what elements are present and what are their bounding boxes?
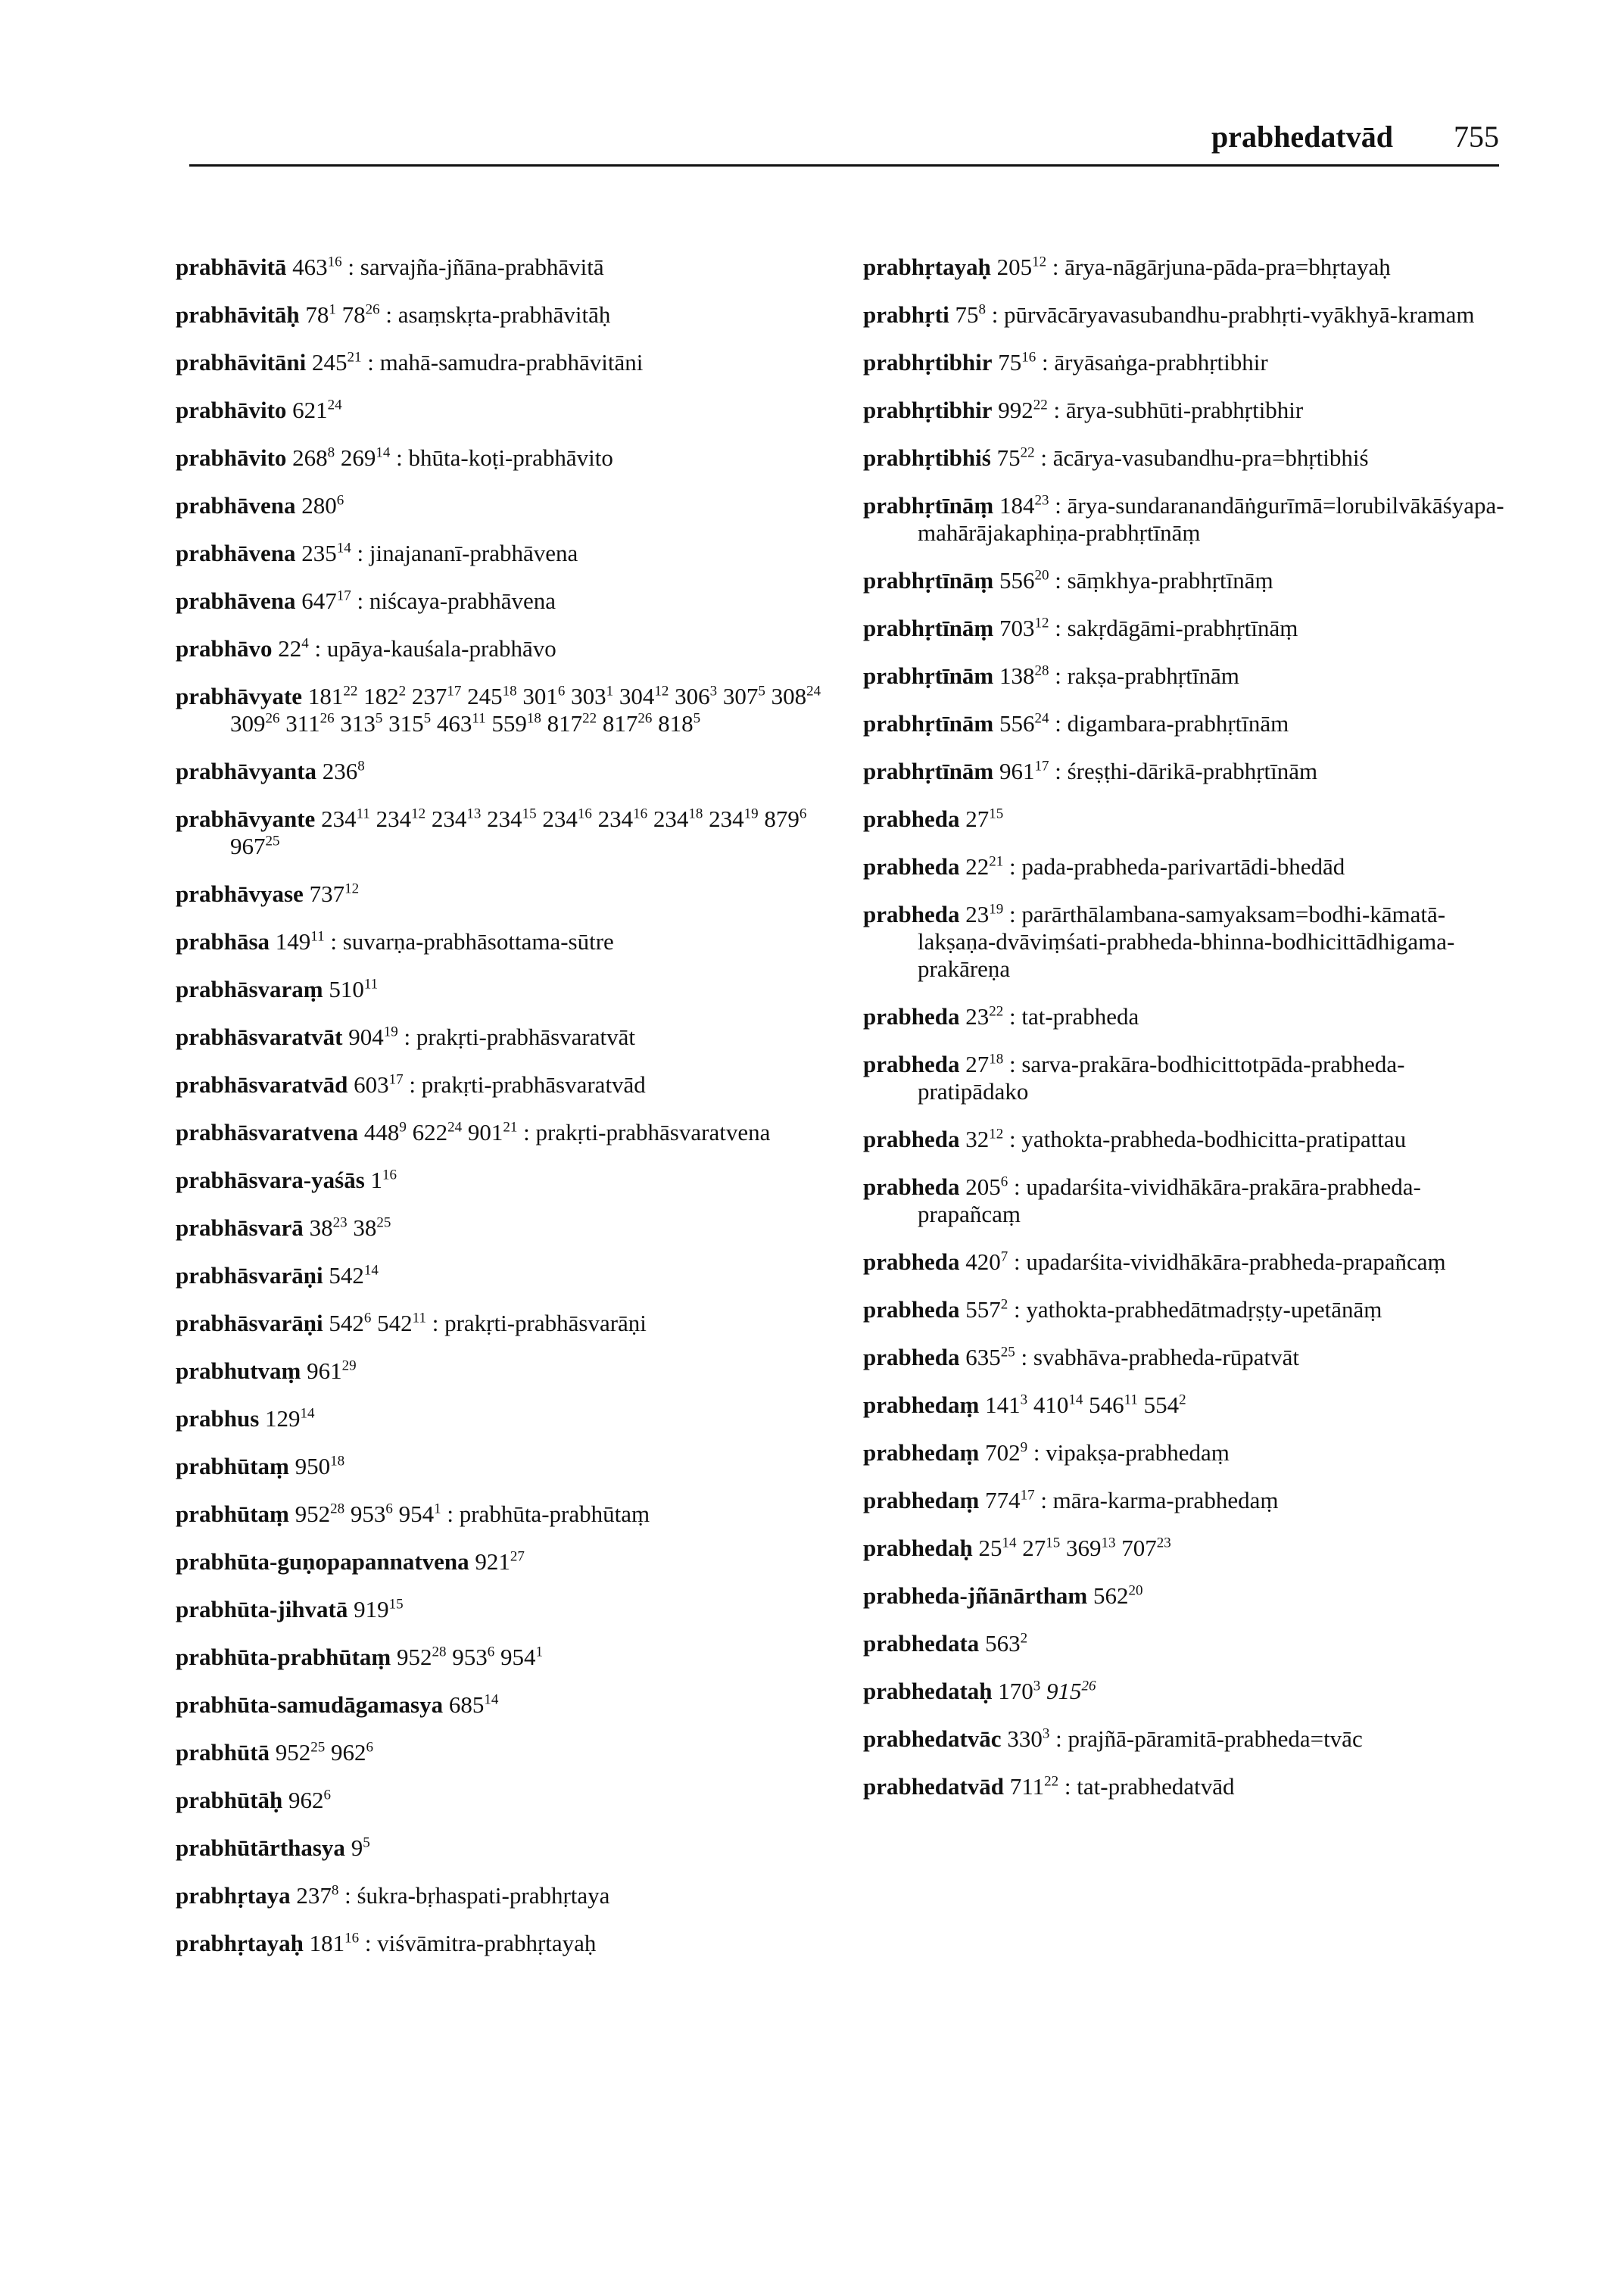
entry-headword: prabhedaṃ: [863, 1487, 980, 1513]
index-entry: [863, 853, 1514, 881]
index-entry: [176, 1882, 827, 1909]
entry-references: $774^{17}$: [979, 1487, 1035, 1513]
entry-description: : mahā-samudra-prabhāvitāni: [361, 349, 644, 376]
entry-description: : pūrvācāryavasubandhu-prabhṛti-vyākhyā-kramam: [985, 301, 1475, 328]
running-head-word: prabhedatvād: [1211, 120, 1393, 154]
entry-references: $711^{22}$: [1004, 1773, 1059, 1800]
entry-headword: prabhedatvāc: [863, 1725, 1002, 1752]
entry-references: $952^{28}$ $953^6$ $954^1$: [288, 1501, 441, 1527]
entry-references: $78^1$ $78^{26}$: [299, 301, 380, 328]
entry-references: $236^8$: [316, 758, 365, 784]
entry-references: $685^{14}$: [443, 1691, 499, 1718]
entry-headword: prabhṛtayaḥ: [176, 1930, 304, 1956]
index-entry: [863, 1051, 1514, 1105]
entry-description: : prakṛti-prabhāsvarāṇi: [425, 1310, 647, 1336]
entry-references: $129^{14}$: [259, 1405, 315, 1432]
entry-references: $448^9$ $622^{24}$ $901^{21}$: [358, 1119, 518, 1145]
entry-headword: prabhṛtīnām: [863, 662, 994, 689]
entry-references: $181^{16}$: [303, 1930, 360, 1956]
index-entry: [176, 1787, 827, 1814]
index-entry: [176, 1834, 827, 1862]
index-entry: [176, 758, 827, 785]
entry-headword: prabhāsvaratvena: [176, 1119, 359, 1145]
entry-headword: prabhāvyante: [176, 806, 316, 832]
entry-headword: prabhedaḥ: [863, 1535, 973, 1561]
entry-headword: prabhāvito: [176, 397, 287, 423]
entry-headword: prabhedata: [863, 1630, 980, 1657]
entry-description: : yathokta-prabhedātmadṛṣṭy-upetānāṃ: [1008, 1296, 1382, 1323]
entry-description: : sāṃkhya-prabhṛtīnāṃ: [1049, 567, 1273, 594]
entry-headword: prabhāsa: [176, 928, 270, 955]
entry-headword: prabhus: [176, 1405, 260, 1432]
entry-references: $149^{11}$: [270, 928, 325, 955]
entry-headword: prabhutvaṃ: [176, 1357, 301, 1384]
index-entry: [863, 662, 1514, 690]
index-entry: [176, 1691, 827, 1719]
index-entry: [176, 806, 827, 860]
entry-headword: prabhūtā: [176, 1739, 270, 1766]
entry-references: $205^{12}$: [990, 254, 1047, 280]
entry-references: $184^{23}$: [993, 492, 1049, 519]
index-entry: [176, 1548, 827, 1576]
entry-headword: prabhāvena: [176, 492, 296, 519]
entry-references: $25^{14}$ $27^{15}$ $369^{13}$ $707^{23}$: [972, 1535, 1171, 1561]
entry-references: $141^3$ $410^{14}$ $546^{11}$ $554^2$: [979, 1392, 1186, 1418]
index-entry: [176, 635, 827, 662]
entry-description: : prakṛti-prabhāsvaratvāt: [397, 1024, 636, 1050]
index-entry: [176, 1739, 827, 1766]
entry-headword: prabhṛtibhir: [863, 397, 993, 423]
index-entry: [176, 1357, 827, 1385]
entry-description: : sarva-prakāra-bodhicittotpāda-prabheda-pratipādako: [918, 1051, 1405, 1105]
entry-references: $921^{27}$: [469, 1548, 525, 1575]
index-entry: [863, 1773, 1514, 1800]
entry-headword: prabhāvena: [176, 540, 296, 566]
entry-headword: prabhāvyate: [176, 683, 303, 709]
entry-headword: prabhāsvaratvāt: [176, 1024, 343, 1050]
entry-references: $952^{25}$ $962^6$: [270, 1739, 374, 1766]
index-entry: [176, 1644, 827, 1671]
entry-references: $32^{12}$: [959, 1126, 1004, 1152]
entry-references: $234^{11}$ $234^{12}$ $234^{13}$ $234^{15}$ $234^{16}$ $234^{16}$ $234^{18}$ $234^{19}$ $879^6$ $967^{25}$: [230, 806, 807, 859]
entry-description: : niścaya-prabhāvena: [351, 588, 556, 614]
entry-headword: prabheda: [863, 1344, 960, 1370]
entry-headword: prabhāsvaratvād: [176, 1071, 348, 1098]
entry-references: $992^{22}$: [992, 397, 1048, 423]
entry-references: $181^{22}$ $182^2$ $237^{17}$ $245^{18}$ $301^6$ $303^1$ $304^{12}$ $306^3$ $307^5$ $308^{24}$ $309^{26}$ $311^{26}$ $313^5$ $315^5$ $463^{11}$ $559^{18}$ $817^{22}$ $817^{26}$ $818^5$: [230, 683, 821, 737]
entry-headword: prabhūtāḥ: [176, 1787, 283, 1813]
index-entry: [863, 1535, 1514, 1562]
left-column: [176, 254, 827, 1978]
index-entry: [863, 806, 1514, 833]
entry-headword: prabhāsvaraṃ: [176, 976, 323, 1002]
entry-description: : upadarśita-vividhākāra-prabheda-prapañcaṃ: [1008, 1248, 1446, 1275]
entry-references: $75^8$: [949, 301, 986, 328]
entry-description: : prakṛti-prabhāsvaratvād: [403, 1071, 646, 1098]
entry-references: $38^{23}$ $38^{25}$: [303, 1214, 391, 1241]
entry-description: : digambara-prabhṛtīnām: [1049, 710, 1289, 737]
index-entry: [176, 1930, 827, 1957]
index-entry: [863, 710, 1514, 737]
entry-references: $330^3$: [1001, 1725, 1050, 1752]
entry-headword: prabheda: [863, 1051, 960, 1077]
index-entry: [863, 567, 1514, 594]
entry-references: $420^7$: [959, 1248, 1008, 1275]
entry-references: $27^{15}$: [959, 806, 1004, 832]
index-entry: [863, 1439, 1514, 1466]
entry-headword: prabhṛtayaḥ: [863, 254, 991, 280]
entry-headword: prabhṛtaya: [176, 1882, 291, 1909]
index-entry: [863, 301, 1514, 329]
entry-headword: prabhūtaṃ: [176, 1501, 289, 1527]
index-entry: [863, 901, 1514, 983]
entry-headword: prabheda: [863, 1248, 960, 1275]
index-entry: [176, 1262, 827, 1289]
entry-references: $556^{20}$: [993, 567, 1049, 594]
entry-references: $75^{16}$: [992, 349, 1036, 376]
entry-headword: prabhūta-jihvatā: [176, 1596, 348, 1622]
entry-headword: prabhūta-prabhūtaṃ: [176, 1644, 391, 1670]
entry-headword: prabhedatvād: [863, 1773, 1005, 1800]
index-entry: [863, 615, 1514, 642]
index-entry: [176, 397, 827, 424]
index-entry: [863, 1392, 1514, 1419]
entry-description: : upāya-kauśala-prabhāvo: [308, 635, 556, 662]
entry-headword: prabhedaṃ: [863, 1439, 980, 1466]
entry-description: : upadarśita-vividhākāra-prakāra-prabheda-prapañcaṃ: [918, 1173, 1421, 1227]
entry-description: : prakṛti-prabhāsvaratvena: [517, 1119, 771, 1145]
entry-description: : śukra-bṛhaspati-prabhṛtaya: [338, 1882, 610, 1909]
index-entry: [863, 444, 1514, 472]
entry-headword: prabhṛtibhiś: [863, 444, 991, 471]
entry-description: : tat-prabheda: [1003, 1003, 1139, 1030]
entry-references: $542^{14}$: [323, 1262, 379, 1289]
entry-references: $952^{28}$ $953^6$ $954^1$: [391, 1644, 543, 1670]
entry-references: $556^{24}$: [993, 710, 1049, 737]
index-entry: [863, 1582, 1514, 1610]
entry-headword: prabheda: [863, 1003, 960, 1030]
entry-headword: prabhāvitāḥ: [176, 301, 300, 328]
index-entry: [176, 683, 827, 737]
entry-references: $463^{16}$: [286, 254, 342, 280]
entry-references: $510^{11}$: [323, 976, 379, 1002]
entry-headword: prabheda: [863, 1296, 960, 1323]
entry-headword: prabhūta-samudāgamasya: [176, 1691, 444, 1718]
entry-headword: prabheda: [863, 1126, 960, 1152]
index-entry: [863, 349, 1514, 376]
entry-description: : ārya-subhūti-prabhṛtibhir: [1047, 397, 1304, 423]
index-entry: [176, 881, 827, 908]
index-entry: [176, 1453, 827, 1480]
index-entry: [176, 1024, 827, 1051]
entry-references: $235^{14}$: [295, 540, 351, 566]
entry-description: : ācārya-vasubandhu-pra=bhṛtibhiś: [1034, 444, 1369, 471]
entry-description: : asaṃskṛta-prabhāvitāḥ: [379, 301, 611, 328]
index-entry: [863, 492, 1514, 547]
entry-headword: prabhedataḥ: [863, 1678, 993, 1704]
entry-headword: prabhāvitāni: [176, 349, 307, 376]
entry-headword: prabheda-jñānārtham: [863, 1582, 1088, 1609]
entry-references: $962^6$: [282, 1787, 332, 1813]
entry-references: $75^{22}$: [990, 444, 1035, 471]
entry-headword: prabhṛtīnāṃ: [863, 615, 994, 641]
index-entry: [176, 1596, 827, 1623]
entry-references: $1^{16}$: [364, 1167, 397, 1193]
index-entry: [863, 397, 1514, 424]
index-entry: [863, 254, 1514, 281]
entry-references: $23^{19}$: [959, 901, 1004, 927]
entry-description: : māra-karma-prabhedaṃ: [1034, 1487, 1279, 1513]
entry-references: $961^{29}$: [301, 1357, 357, 1384]
entry-references: $170^3$ $915^{26}$: [992, 1678, 1096, 1704]
entry-references: $702^9$: [979, 1439, 1028, 1466]
entry-headword: prabhāvitā: [176, 254, 287, 280]
entry-references: $27^{18}$: [959, 1051, 1004, 1077]
entry-references: $950^{18}$: [288, 1453, 345, 1479]
entry-description: : jinajananī-prabhāvena: [351, 540, 578, 566]
entry-description: : vipakṣa-prabhedaṃ: [1027, 1439, 1230, 1466]
entry-references: $237^8$: [290, 1882, 339, 1909]
entry-references: $603^{17}$: [348, 1071, 404, 1098]
entry-headword: prabhṛtīnām: [863, 710, 994, 737]
index-entry: [176, 976, 827, 1003]
entry-headword: prabhāvena: [176, 588, 296, 614]
entry-headword: prabheda: [863, 1173, 960, 1200]
index-entry: [176, 588, 827, 615]
entry-headword: prabhāvyanta: [176, 758, 317, 784]
index-entry: [176, 1119, 827, 1146]
index-entry: [176, 492, 827, 519]
entry-headword: prabhedaṃ: [863, 1392, 980, 1418]
entry-description: : prabhūta-prabhūtaṃ: [441, 1501, 650, 1527]
entry-references: $205^6$: [959, 1173, 1008, 1200]
entry-headword: prabhṛtīnāṃ: [863, 567, 994, 594]
entry-headword: prabhāvo: [176, 635, 273, 662]
entry-description: : tat-prabhedatvād: [1058, 1773, 1235, 1800]
entry-references: $22^4$: [272, 635, 309, 662]
entry-references: $621^{24}$: [286, 397, 342, 423]
entry-references: $22^{21}$: [959, 853, 1004, 880]
index-entry: [176, 540, 827, 567]
entry-references: $961^{17}$: [993, 758, 1049, 784]
index-entry: [863, 1003, 1514, 1030]
index-entry: [176, 1310, 827, 1337]
entry-description: : śreṣṭhi-dārikā-prabhṛtīnām: [1049, 758, 1318, 784]
index-entry: [863, 1725, 1514, 1753]
index-entry: [176, 928, 827, 955]
index-entry: [176, 1214, 827, 1242]
entry-references: $23^{22}$: [959, 1003, 1004, 1030]
index-entry: [863, 1173, 1514, 1228]
entry-description: : sakṛdāgāmi-prabhṛtīnāṃ: [1049, 615, 1298, 641]
index-entry: [863, 1344, 1514, 1371]
entry-headword: prabhāsvarā: [176, 1214, 304, 1241]
page-header: [189, 114, 1499, 167]
index-entry: [176, 1071, 827, 1099]
entry-references: $635^{25}$: [959, 1344, 1015, 1370]
entry-references: $542^6$ $542^{11}$: [323, 1310, 426, 1336]
entry-references: $268^8$ $269^{14}$: [286, 444, 391, 471]
entry-description: : prajñā-pāramitā-prabheda=tvāc: [1049, 1725, 1363, 1752]
index-entry: [863, 1678, 1514, 1705]
entry-headword: prabhāsvarāṇi: [176, 1262, 323, 1289]
index-entry: [176, 444, 827, 472]
entry-headword: prabhūtaṃ: [176, 1453, 289, 1479]
entry-description: : yathokta-prabheda-bodhicitta-pratipattau: [1003, 1126, 1407, 1152]
entry-description: : ārya-nāgārjuna-pāda-pra=bhṛtayaḥ: [1046, 254, 1391, 280]
entry-description: : pada-prabheda-parivartādi-bhedād: [1003, 853, 1345, 880]
entry-headword: prabhṛti: [863, 301, 949, 328]
entry-headword: prabheda: [863, 901, 960, 927]
header-rule: [189, 164, 1499, 167]
entry-references: $557^2$: [959, 1296, 1008, 1323]
index-entry: [863, 1487, 1514, 1514]
index-entry: [176, 349, 827, 376]
entry-references: $919^{15}$: [348, 1596, 404, 1622]
index-entry: [863, 1296, 1514, 1323]
right-column: [863, 254, 1514, 1821]
entry-references: $245^{21}$: [306, 349, 362, 376]
entry-headword: prabhṛtīnām: [863, 758, 994, 784]
entry-headword: prabhūta-guṇopapannatvena: [176, 1548, 469, 1575]
entry-references: $138^{28}$: [993, 662, 1049, 689]
entry-description: : svabhāva-prabheda-rūpatvāt: [1015, 1344, 1300, 1370]
entry-description: : āryāsaṅga-prabhṛtibhir: [1036, 349, 1268, 376]
entry-description: : sarvajña-jñāna-prabhāvitā: [341, 254, 604, 280]
entry-description: : rakṣa-prabhṛtīnām: [1049, 662, 1239, 689]
index-entry: [176, 301, 827, 329]
entry-description: : viśvāmitra-prabhṛtayaḥ: [359, 1930, 597, 1956]
entry-description: : parārthālambana-samyaksam=bodhi-kāmatā-lakṣaṇa-dvāviṃśati-prabheda-bhinna-bodhicittādhigama-prakāreṇa: [918, 901, 1455, 982]
index-entry: [176, 1167, 827, 1194]
entry-headword: prabheda: [863, 853, 960, 880]
entry-headword: prabhṛtibhir: [863, 349, 993, 376]
index-entry: [863, 1248, 1514, 1276]
index-entry: [863, 758, 1514, 785]
entry-headword: prabhāvito: [176, 444, 287, 471]
index-entry: [863, 1630, 1514, 1657]
entry-headword: prabheda: [863, 806, 960, 832]
index-entry: [176, 254, 827, 281]
entry-references: $280^6$: [295, 492, 344, 519]
index-entry: [863, 1126, 1514, 1153]
entry-references: $904^{19}$: [342, 1024, 398, 1050]
entry-description: : ārya-sundaranandāṅgurīmā=lorubilvākāśyapa-mahārājakaphiṇa-prabhṛtīnāṃ: [918, 492, 1504, 546]
entry-description: : bhūta-koṭi-prabhāvito: [390, 444, 613, 471]
entry-references: $563^2$: [979, 1630, 1028, 1657]
entry-headword: prabhāsvara-yaśās: [176, 1167, 365, 1193]
entry-headword: prabhūtārthasya: [176, 1834, 345, 1861]
entry-references: $703^{12}$: [993, 615, 1049, 641]
entry-description: : suvarṇa-prabhāsottama-sūtre: [324, 928, 614, 955]
entry-references: $9^5$: [344, 1834, 370, 1861]
index-entry: [176, 1501, 827, 1528]
entry-references: $647^{17}$: [295, 588, 351, 614]
entry-references: $562^{20}$: [1087, 1582, 1143, 1609]
page-number: 755: [1454, 120, 1499, 154]
entry-headword: prabhṛtīnāṃ: [863, 492, 994, 519]
entry-headword: prabhāsvarāṇi: [176, 1310, 323, 1336]
index-entry: [176, 1405, 827, 1432]
entry-references: $737^{12}$: [303, 881, 360, 907]
entry-headword: prabhāvyase: [176, 881, 304, 907]
